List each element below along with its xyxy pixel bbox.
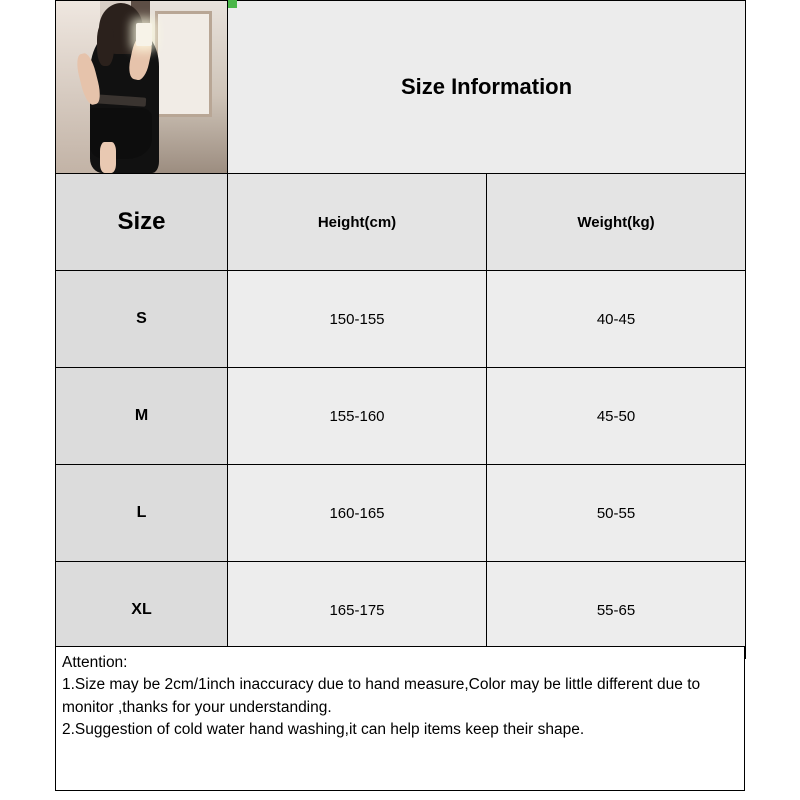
attention-notes bbox=[55, 646, 745, 791]
table-row bbox=[56, 368, 746, 465]
table-row bbox=[56, 271, 746, 368]
product-photo bbox=[56, 1, 228, 174]
green-marker-dot bbox=[228, 0, 237, 8]
table-row bbox=[56, 465, 746, 562]
cell-weight: 50-55 bbox=[487, 465, 746, 562]
cell-height: 160-165 bbox=[228, 465, 487, 562]
size-information-table bbox=[55, 0, 746, 659]
cell-weight: 40-45 bbox=[487, 271, 746, 368]
cell-height: 150-155 bbox=[228, 271, 487, 368]
column-header-height: Height(cm) bbox=[228, 174, 487, 271]
cell-size: XL bbox=[56, 562, 228, 659]
cell-size: L bbox=[56, 465, 228, 562]
attention-line-1: 1.Size may be 2cm/1inch inaccuracy due to hand measure,Color may be little different due to monitor ,thanks for your understanding. bbox=[62, 676, 701, 716]
column-header-weight: Weight(kg) bbox=[487, 174, 746, 271]
table-header-row bbox=[56, 174, 746, 271]
cell-weight: 55-65 bbox=[487, 562, 746, 659]
table-row-header-photo bbox=[56, 1, 746, 174]
page-title: Size Information bbox=[228, 1, 746, 174]
cell-height: 165-175 bbox=[228, 562, 487, 659]
cell-size: S bbox=[56, 271, 228, 368]
cell-weight: 45-50 bbox=[487, 368, 746, 465]
cell-size: M bbox=[56, 368, 228, 465]
model-image bbox=[56, 1, 227, 173]
cell-height: 155-160 bbox=[228, 368, 487, 465]
table-row bbox=[56, 562, 746, 659]
column-header-size: Size bbox=[56, 174, 228, 271]
attention-heading: Attention: bbox=[62, 654, 128, 671]
attention-line-2: 2.Suggestion of cold water hand washing,it can help items keep their shape. bbox=[62, 721, 585, 739]
